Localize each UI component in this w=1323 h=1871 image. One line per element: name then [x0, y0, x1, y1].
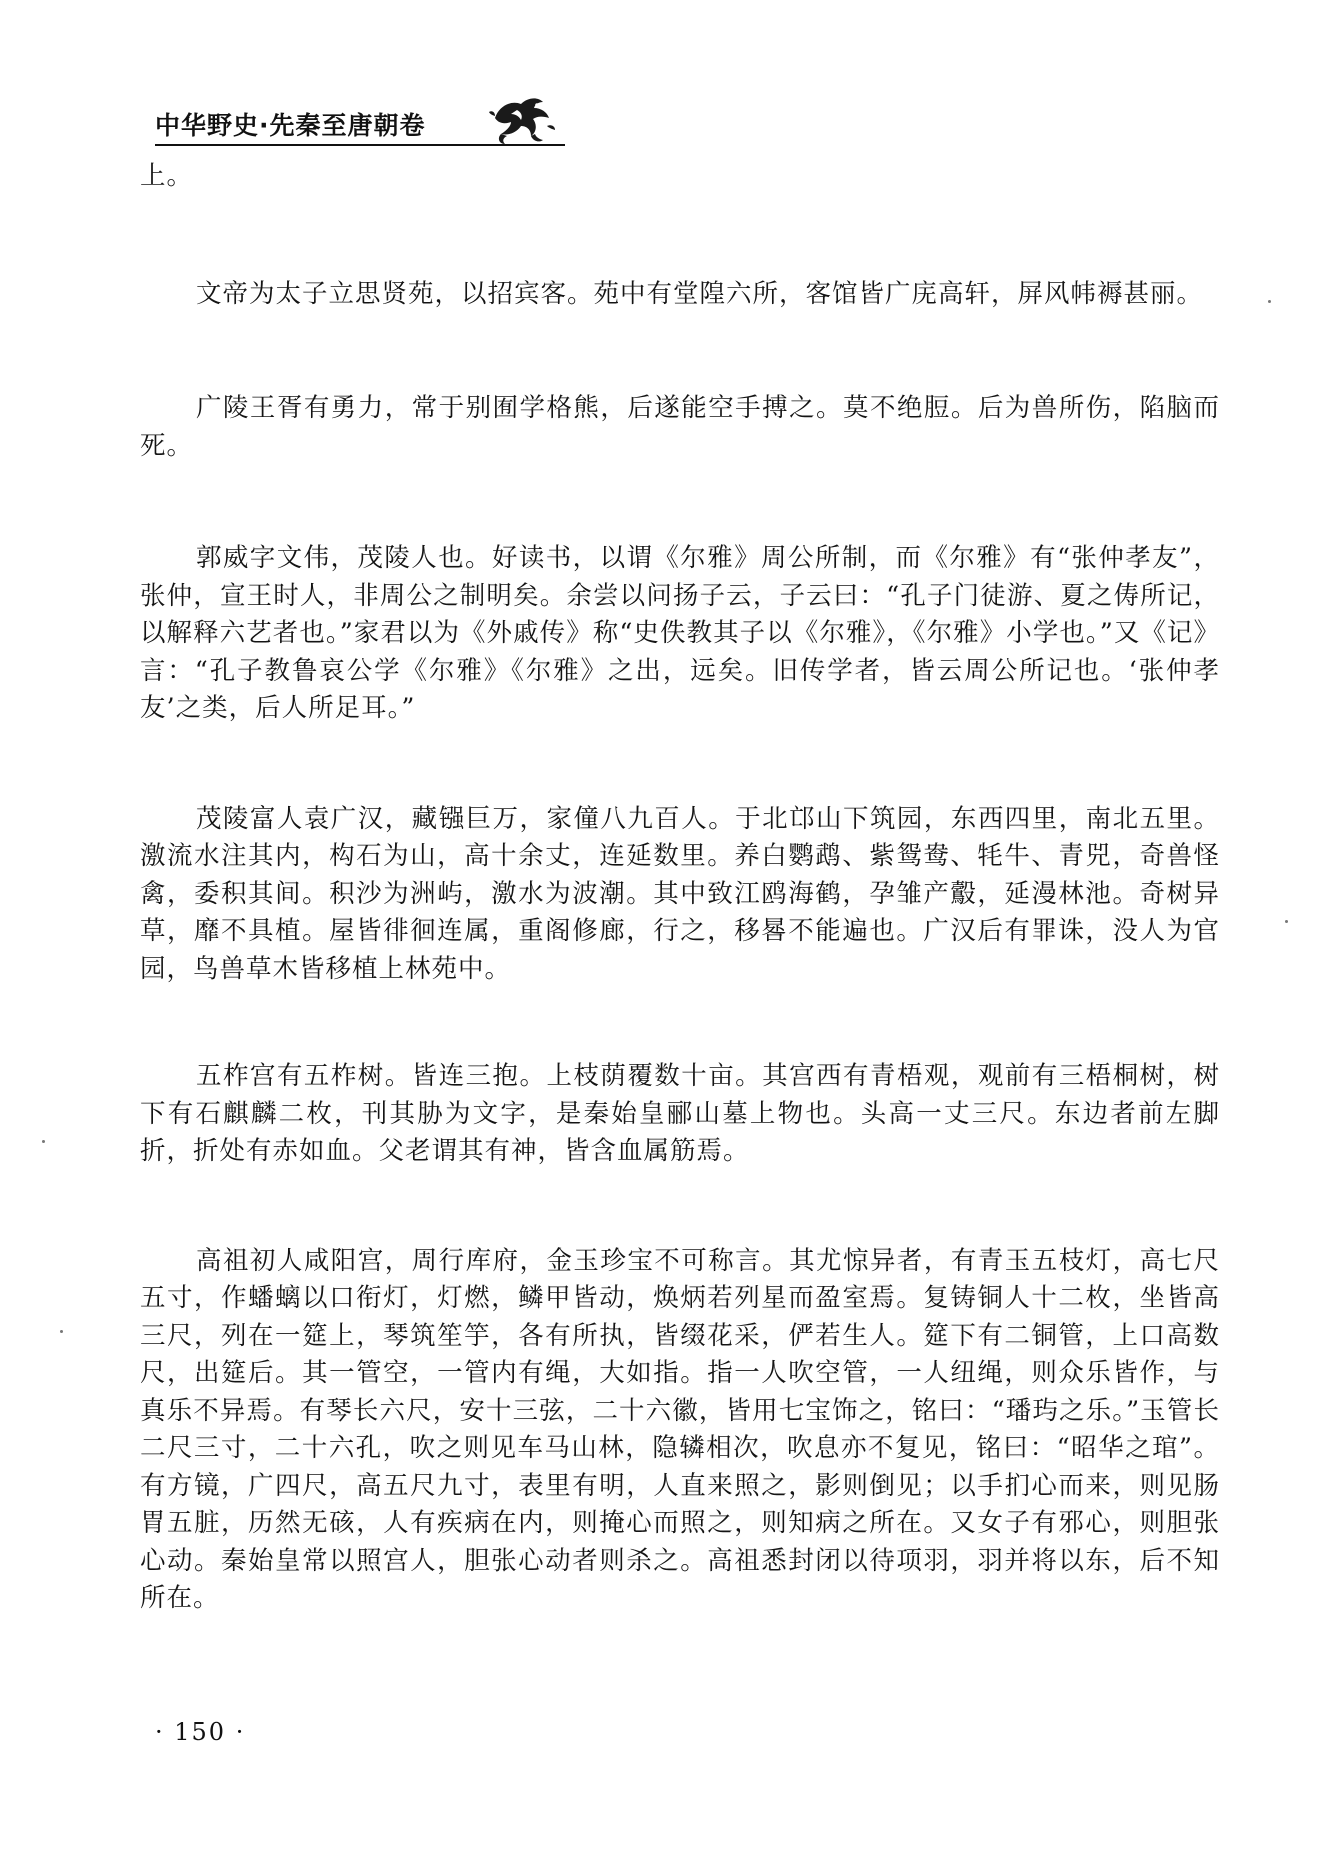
scan-speck	[1268, 300, 1271, 303]
paragraph: 茂陵富人袁广汉，藏镪巨万，家僮八九百人。于北邙山下筑园，东西四里，南北五里。激流水注其内，构石为山，高十余丈，连延数里。养白鹦鹉、紫鸳鸯、牦牛、青兕，奇兽怪禽，委积其间。积沙为洲屿，激水为波潮。其中致江鸥海鹤，孕雏产鷇，延漫林池。奇树异草，靡不具植。屋皆徘徊连属，重阁修廊，行之，移晷不能遍也。广汉后有罪诛，没人为官园，鸟兽草木皆移植上林苑中。	[140, 803, 1220, 984]
header-rule	[155, 144, 565, 146]
scan-speck	[42, 1140, 45, 1143]
page-number: · 150 ·	[155, 1718, 246, 1746]
paragraph-continued: 上。	[140, 161, 194, 191]
paragraph: 郭威字文伟，茂陵人也。好读书，以谓《尔雅》周公所制，而《尔雅》有“张仲孝友”，张仲，宣王时人，非周公之制明矣。余尝以问扬子云，子云曰：“孔子门徒游、夏之俦所记，以解释六艺者也。”家君以为《外戚传》称“史佚教其子以《尔雅》，《尔雅》小学也。”又《记》言：“孔子教鲁哀公学《尔雅》《尔雅》之出，远矣。旧传学者，皆云周公所记也。‘张仲孝友’之类，后人所足耳。”	[140, 543, 1220, 723]
paragraph: 文帝为太子立思贤苑，以招宾客。苑中有堂隍六所，客馆皆广庑高轩，屏风帏褥甚丽。	[196, 278, 1204, 309]
paragraph: 五柞宫有五柞树。皆连三抱。上枝荫覆数十亩。其宫西有青梧观，观前有三梧桐树，树下有石麒麟二枚，刊其胁为文字，是秦始皇郦山墓上物也。头高一丈三尺。东边者前左脚折，折处有赤如血。父老谓其有神，皆含血属筋焉。	[140, 1061, 1220, 1166]
paragraph: 高祖初人咸阳宫，周行库府，金玉珍宝不可称言。其尤惊异者，有青玉五枝灯，高七尺五寸，作蟠螭以口衔灯，灯燃，鳞甲皆动，焕炳若列星而盈室焉。复铸铜人十二枚，坐皆高三尺，列在一筵上，琴筑笙竽，各有所执，皆缀花采，俨若生人。筵下有二铜管，上口高数尺，出筵后。其一管空，一管内有绳，大如指。指一人吹空管，一人纽绳，则众乐皆作，与真乐不异焉。有琴长六尺，安十三弦，二十六徽，皆用七宝饰之，铭曰：“璠玙之乐。”玉管长二尺三寸，二十六孔，吹之则见车马山林，隐辚相次，吹息亦不复见，铭曰：“昭华之琯”。有方镜，广四尺，高五尺九寸，表里有明，人直来照之，影则倒见；以手扪心而来，则见肠胃五脏，历然无硋，人有疾病在内，则掩心而照之，则知病之所在。又女子有邪心，则胆张心动。秦始皇常以照宫人，胆张心动者则杀之。高祖悉封闭以待项羽，羽并将以东，后不知所在。	[140, 1245, 1220, 1613]
running-header	[155, 88, 565, 148]
scan-speck	[60, 1330, 63, 1333]
paragraph: 广陵王胥有勇力，常于别囿学格熊，后遂能空手搏之。莫不绝脰。后为兽所伤，陷脑而死。	[140, 393, 1220, 461]
body-text	[140, 158, 1220, 1618]
scan-speck	[1285, 920, 1288, 923]
book-title: 中华野史·先秦至唐朝卷	[155, 111, 426, 140]
dragon-emblem-icon	[487, 88, 557, 148]
